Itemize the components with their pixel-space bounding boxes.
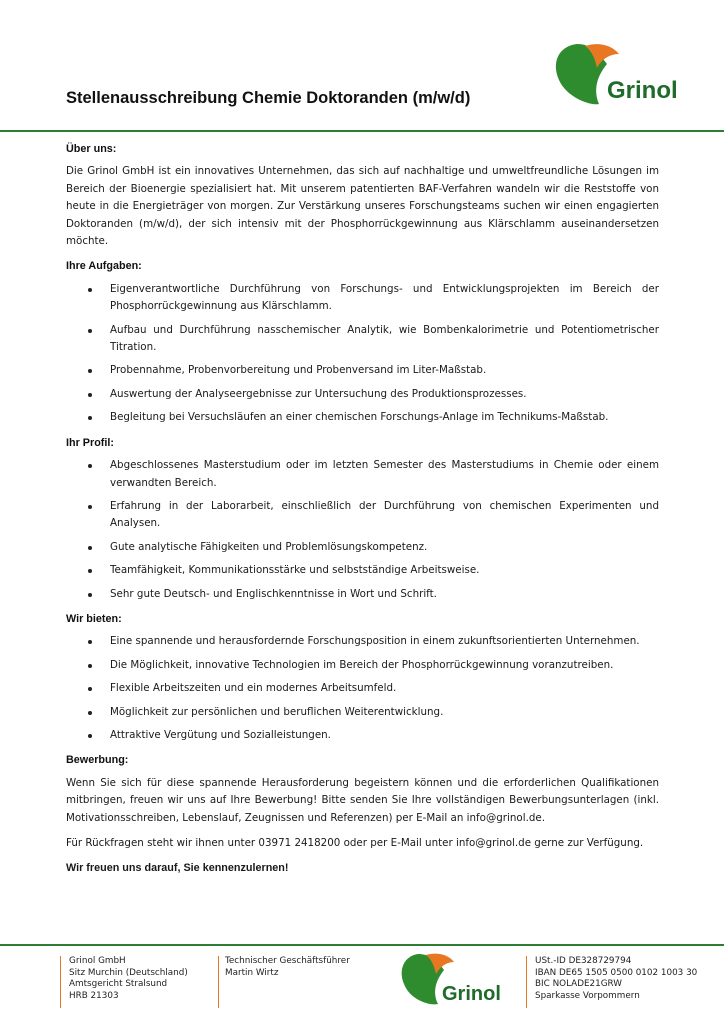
svg-text:Grinol: Grinol	[607, 77, 678, 104]
footer-line: Technischer Geschäftsführer	[225, 956, 350, 966]
footer-line: Sitz Murchin (Deutschland)	[69, 967, 188, 978]
closing-line: Wir freuen uns darauf, Sie kennenzulernen!	[66, 862, 289, 875]
tasks-heading: Ihre Aufgaben:	[66, 260, 142, 273]
list-item: Abgeschlossenes Masterstudium oder im letzten Semester des Masterstudiums in Chemie oder einem verwandten Bereich.	[66, 457, 659, 492]
grinol-logo	[537, 40, 697, 110]
footer-line: Martin Wirtz	[225, 967, 279, 978]
footer-line: IBAN DE65 1505 0500 0102 1003 30	[535, 967, 698, 978]
profile-heading: Ihr Profil:	[66, 436, 114, 449]
list-item: Sehr gute Deutsch- und Englischkenntnisse in Wort und Schrift.	[66, 586, 659, 603]
footer-line: USt.-ID DE328729794	[535, 956, 632, 966]
list-item: Eigenverantwortliche Durchführung von Forschungs- und Entwicklungsprojekten im Bereich der Phosphorrückgewinnung aus Klärschlamm.	[66, 281, 659, 316]
tasks-list	[66, 281, 659, 427]
footer-line: BIC NOLADE21GRW	[535, 979, 622, 990]
list-item: Begleitung bei Versuchsläufen an einer chemischen Forschungs-Anlage im Technikums-Maßstab.	[66, 409, 659, 426]
offer-heading: Wir bieten:	[66, 612, 122, 625]
footer-line: Sparkasse Vorpommern	[535, 990, 640, 1001]
list-item: Teamfähigkeit, Kommunikationsstärke und selbstständige Arbeitsweise.	[66, 562, 659, 579]
list-item: Aufbau und Durchführung nasschemischer Analytik, wie Bombenkalorimetrie und Potentiometrischer Titration.	[66, 322, 659, 357]
list-item: Flexible Arbeitszeiten und ein modernes Arbeitsumfeld.	[66, 680, 659, 697]
header-divider	[0, 130, 724, 132]
profile-list	[66, 457, 659, 603]
about-heading: Über uns:	[66, 143, 117, 155]
footer-divider	[0, 944, 724, 946]
footer-company-info	[60, 956, 227, 1008]
list-item: Die Möglichkeit, innovative Technologien im Bereich der Phosphorrückgewinnung voranzutreiben.	[66, 657, 659, 674]
offer-list	[66, 633, 659, 744]
svg-text:Grinol: Grinol	[442, 983, 501, 1005]
footer-management	[218, 956, 365, 1008]
list-item: Gute analytische Fähigkeiten und Problemlösungskompetenz.	[66, 539, 659, 556]
application-text: Wenn Sie sich für diese spannende Herausforderung begeistern können und die erforderlichen Qualifikationen mitbringen, freuen wir uns auf Ihre Bewerbung! Bitte senden Sie Ihre vollständigen Bewerbungsunterlagen (inkl. Motivationsschreiben, Lebenslauf, Zeugnissen und Referenzen) per E-Mail an info@grinol.de.	[66, 776, 659, 824]
list-item: Möglichkeit zur persönlichen und beruflichen Weiterentwicklung.	[66, 704, 659, 721]
footer-line: HRB 21303	[69, 990, 119, 1001]
footer-bank-info	[526, 956, 705, 1008]
footer-grinol-logo	[388, 950, 518, 1010]
list-item: Probennahme, Probenvorbereitung und Probenversand im Liter-Maßstab.	[66, 362, 659, 379]
list-item: Erfahrung in der Laborarbeit, einschließlich der Durchführung von chemischen Experimenten und Analysen.	[66, 498, 659, 533]
list-item: Auswertung der Analyseergebnisse zur Untersuchung des Produktionsprozesses.	[66, 386, 659, 403]
list-item: Eine spannende und herausfordernde Forschungsposition in einem zukunftsorientierten Unternehmen.	[66, 633, 659, 650]
job-posting-body	[66, 141, 659, 878]
application-heading: Bewerbung:	[66, 754, 129, 767]
footer-line: Amtsgericht Stralsund	[69, 979, 168, 990]
list-item: Attraktive Vergütung und Sozialleistungen.	[66, 727, 659, 744]
footer-line: Grinol GmbH	[69, 956, 126, 966]
page-title: Stellenausschreibung Chemie Doktoranden (m/w/d)	[66, 89, 471, 107]
contact-text: Für Rückfragen steht wir ihnen unter 03971 2418200 oder per E-Mail unter info@grinol.de gerne zur Verfügung.	[66, 837, 644, 849]
about-text: Die Grinol GmbH ist ein innovatives Unternehmen, das sich auf nachhaltige und umweltfreundliche Lösungen im Bereich der Bioenergie spezialisiert hat. Mit unserem patentierten BAF-Verfahren wandeln wir die Reststoffe von heute in die Energieträger von morgen. Zur Verstärkung unseres Forschungsteams suchen wir einen engagierten Doktoranden (m/w/d), der sich intensiv mit der Phosphorrückgewinnung aus Klärschlamm auseinandersetzen möchte.	[66, 165, 659, 248]
